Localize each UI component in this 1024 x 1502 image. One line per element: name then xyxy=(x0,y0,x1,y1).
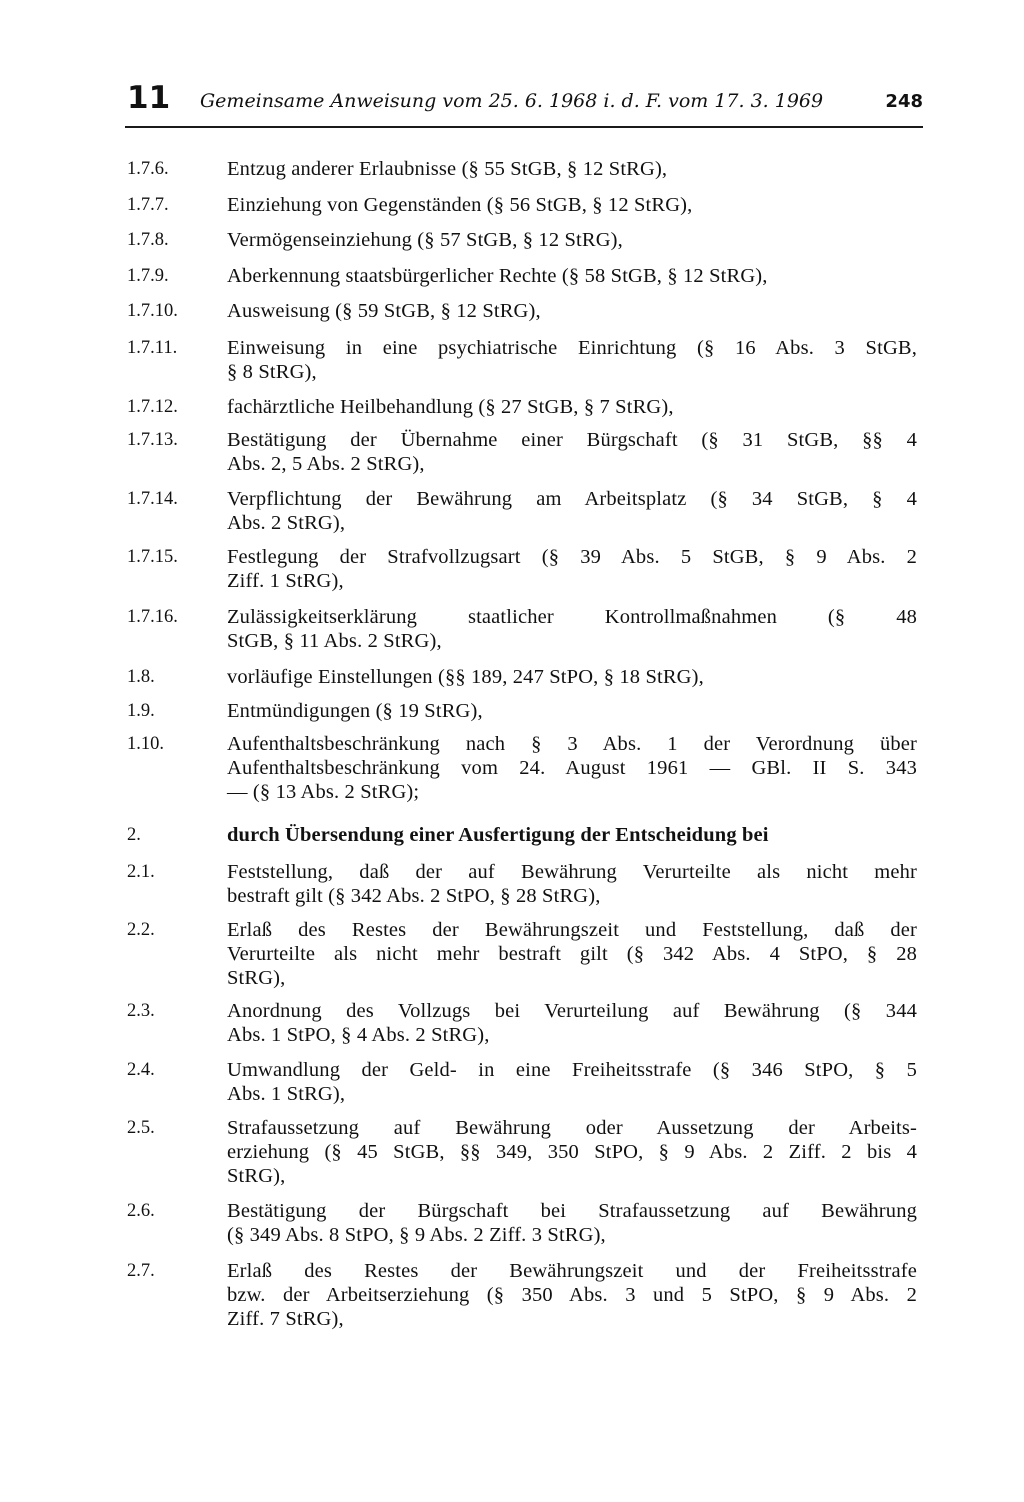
page-header xyxy=(125,80,925,124)
item-number: 1.7.6. xyxy=(127,159,169,179)
item-line: Verurteilte als nicht mehr bestraft gilt (§ 342 Abs. 4 StPO, § 28 xyxy=(227,943,917,965)
page-number: 248 xyxy=(885,91,923,112)
item-line: bestraft gilt (§ 342 Abs. 2 StPO, § 28 StRG), xyxy=(227,885,601,907)
item-number: 1.10. xyxy=(127,734,164,754)
item-line: bzw. der Arbeitserziehung (§ 350 Abs. 3 und 5 StPO, § 9 Abs. 2 xyxy=(227,1284,917,1306)
item-line: Abs. 2, 5 Abs. 2 StRG), xyxy=(227,453,425,475)
item-line: erziehung (§ 45 StGB, §§ 349, 350 StPO, § 9 Abs. 2 Ziff. 2 bis 4 xyxy=(227,1141,917,1163)
item-line: Aufenthaltsbeschränkung nach § 3 Abs. 1 der Verordnung über xyxy=(227,733,917,755)
item-line: — (§ 13 Abs. 2 StRG); xyxy=(227,781,420,803)
item-text xyxy=(227,732,917,804)
item-line: (§ 349 Abs. 8 StPO, § 9 Abs. 2 Ziff. 3 StRG), xyxy=(227,1224,606,1246)
item-line: Aberkennung staatsbürgerlicher Rechte (§ 58 StGB, § 12 StRG), xyxy=(227,265,768,287)
item-number: 2.2. xyxy=(127,920,155,940)
item-text xyxy=(227,605,917,653)
item-text xyxy=(227,299,917,323)
item-text xyxy=(227,157,917,181)
item-number: 1.7.8. xyxy=(127,230,169,250)
item-line: Umwandlung der Geld- in eine Freiheitsstrafe (§ 346 StPO, § 5 xyxy=(227,1059,917,1081)
item-line: Feststellung, daß der auf Bewährung Verurteilte als nicht mehr xyxy=(227,861,917,883)
item-line: Festlegung der Strafvollzugsart (§ 39 Abs. 5 StGB, § 9 Abs. 2 xyxy=(227,546,917,568)
item-line: Einziehung von Gegenständen (§ 56 StGB, § 12 StRG), xyxy=(227,194,693,216)
item-text xyxy=(227,823,917,847)
item-line: durch Übersendung einer Ausfertigung der Entscheidung bei xyxy=(227,824,769,846)
item-number: 1.7.10. xyxy=(127,301,178,321)
item-number: 2. xyxy=(127,825,141,845)
item-number: 1.8. xyxy=(127,667,155,687)
header-rule xyxy=(125,126,923,128)
item-line: Erlaß des Restes der Bewährungszeit und der Freiheitsstrafe xyxy=(227,1260,917,1282)
item-line: Verpflichtung der Bewährung am Arbeitsplatz (§ 34 StGB, § 4 xyxy=(227,488,917,510)
item-number: 2.3. xyxy=(127,1001,155,1021)
item-line: Abs. 1 StRG), xyxy=(227,1083,346,1105)
item-line: Ausweisung (§ 59 StGB, § 12 StRG), xyxy=(227,300,541,322)
item-number: 2.1. xyxy=(127,862,155,882)
item-line: Erlaß des Restes der Bewährungszeit und Feststellung, daß der xyxy=(227,919,917,941)
header-title: Gemeinsame Anweisung vom 25. 6. 1968 i. d. F. vom 17. 3. 1969 xyxy=(200,90,824,112)
chapter-number: 11 xyxy=(127,80,171,116)
item-number: 1.7.16. xyxy=(127,607,178,627)
item-line: § 8 StRG), xyxy=(227,361,317,383)
item-line: StRG), xyxy=(227,1165,286,1187)
item-line: Vermögenseinziehung (§ 57 StGB, § 12 StRG), xyxy=(227,229,623,251)
item-text xyxy=(227,1116,917,1188)
item-number: 2.5. xyxy=(127,1118,155,1138)
item-number: 1.9. xyxy=(127,701,155,721)
item-line: Ziff. 1 StRG), xyxy=(227,570,344,592)
item-text xyxy=(227,665,917,689)
item-text xyxy=(227,545,917,593)
item-text xyxy=(227,428,917,476)
item-line: Abs. 2 StRG), xyxy=(227,512,346,534)
item-number: 1.7.13. xyxy=(127,430,178,450)
item-text xyxy=(227,1259,917,1331)
item-line: Zulässigkeitserklärung staatlicher Kontrollmaßnahmen (§ 48 xyxy=(227,606,917,628)
item-number: 1.7.12. xyxy=(127,397,178,417)
item-line: StRG), xyxy=(227,967,286,989)
item-text xyxy=(227,336,917,384)
item-line: Bestätigung der Übernahme einer Bürgschaft (§ 31 StGB, §§ 4 xyxy=(227,429,917,451)
item-line: Bestätigung der Bürgschaft bei Strafaussetzung auf Bewährung xyxy=(227,1200,917,1222)
item-text xyxy=(227,1058,917,1106)
item-line: Aufenthaltsbeschränkung vom 24. August 1961 — GBl. II S. 343 xyxy=(227,757,917,779)
item-line: Strafaussetzung auf Bewährung oder Aussetzung der Arbeits- xyxy=(227,1117,917,1139)
item-line: vorläufige Einstellungen (§§ 189, 247 StPO, § 18 StRG), xyxy=(227,666,704,688)
item-number: 1.7.9. xyxy=(127,266,169,286)
item-text xyxy=(227,860,917,908)
item-text xyxy=(227,264,917,288)
item-line: Ziff. 7 StRG), xyxy=(227,1308,344,1330)
item-text xyxy=(227,1199,917,1247)
item-line: Einweisung in eine psychiatrische Einrichtung (§ 16 Abs. 3 StGB, xyxy=(227,337,917,359)
item-text xyxy=(227,487,917,535)
item-number: 1.7.15. xyxy=(127,547,178,567)
item-number: 2.7. xyxy=(127,1261,155,1281)
item-text xyxy=(227,193,917,217)
item-number: 1.7.14. xyxy=(127,489,178,509)
item-number: 2.6. xyxy=(127,1201,155,1221)
item-line: fachärztliche Heilbehandlung (§ 27 StGB, § 7 StRG), xyxy=(227,396,674,418)
item-line: Anordnung des Vollzugs bei Verurteilung auf Bewährung (§ 344 xyxy=(227,1000,917,1022)
item-line: StGB, § 11 Abs. 2 StRG), xyxy=(227,630,442,652)
item-number: 1.7.7. xyxy=(127,195,169,215)
item-line: Abs. 1 StPO, § 4 Abs. 2 StRG), xyxy=(227,1024,490,1046)
item-number: 2.4. xyxy=(127,1060,155,1080)
item-text xyxy=(227,228,917,252)
item-text xyxy=(227,918,917,990)
item-text xyxy=(227,699,917,723)
item-number: 1.7.11. xyxy=(127,338,178,358)
item-text xyxy=(227,999,917,1047)
item-text xyxy=(227,395,917,419)
item-line: Entmündigungen (§ 19 StRG), xyxy=(227,700,483,722)
item-line: Entzug anderer Erlaubnisse (§ 55 StGB, § 12 StRG), xyxy=(227,158,668,180)
